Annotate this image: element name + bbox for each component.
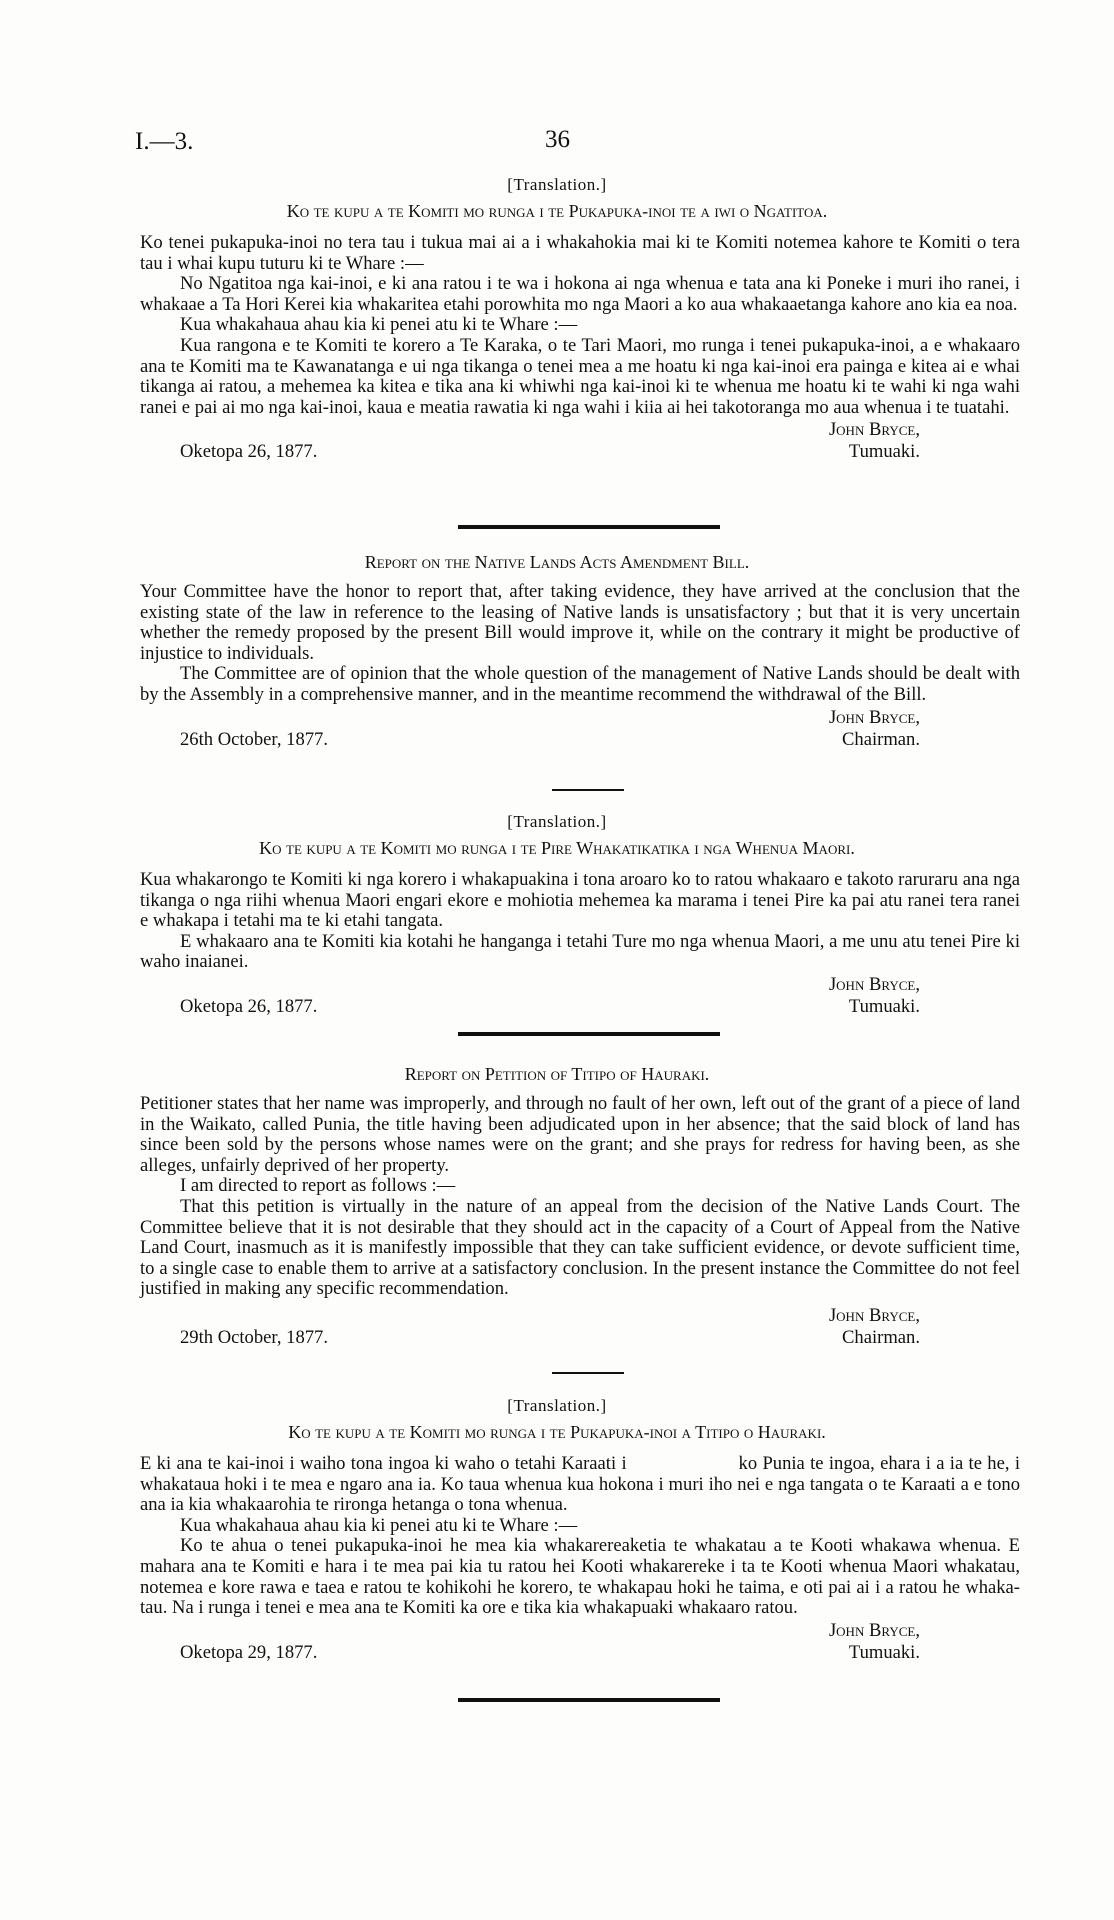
paragraph: That this petition is virtually in the nature of an appeal from the decision of the Native Lands Court. The Committee believe that it is not desirable that they should act in the capacity of a Court of Appeal from the Native Land Court, inasmuch as it is manifestly impossible that they can take sufficient evidence, or devote sufficient time, to a single case to enable them to arrive at a satisfactory conclusion. In the present instance the Committee do not feel justified in making any specific recommendation. xyxy=(140,1195,1020,1300)
signer-title: Chairman. xyxy=(842,1326,920,1348)
signature-block xyxy=(140,1306,1020,1350)
report-date: Oketopa 26, 1877. xyxy=(180,441,318,463)
signer-name: John Bryce, xyxy=(828,419,920,441)
signer-name: John Bryce, xyxy=(828,706,920,728)
signer-title: Tumuaki. xyxy=(848,1641,920,1663)
section-heading: Ko te kupu a te Komiti mo runga i te Pukapuka-inoi te a iwi o Ngatitoa. xyxy=(286,201,828,221)
section-native-lands-report xyxy=(0,552,1114,750)
translation-label: [Translation.] xyxy=(507,1396,607,1415)
signer-title: Tumuaki. xyxy=(848,441,920,463)
paragraph: Ko te ahua o tenei pukapuka-inoi he mea kia whakarereaketia te whakatau a te Kooti whakawa whenua. E mahara ana te Komiti e hara i te mea pai kia tu ratou hei Kooti whakarereke i ta te Kooti whenua Maori whakatau, notemea e kore rawa e taea e ratou te kohikohi he korero, te whakapau hoki he taima, e oti pai ai i a ratou he whaka-tau. Na i runga i tenei e mea ana te Komiti ka ore e tika kia whakapuaki whakaaro ratou. xyxy=(140,1535,1020,1619)
paragraph: Kua whakarongo te Komiti ki nga korero i whakapuakina i tona aroaro ko to ratou whakaaro e takoto raruraru ana nga tikanga o nga riihi whenua Maori engari ekore e mohiotia mehemea ka marama i tenei Pire ka pai atu ranei tera ranei e whakapa i tetahi ma te ki etahi tangata. xyxy=(140,869,1020,932)
section-titipo-translation xyxy=(0,1396,1114,1663)
signer-name: John Bryce, xyxy=(828,973,920,995)
signature-block xyxy=(140,708,1020,752)
section-heading: Report on Petition of Titipo of Hauraki. xyxy=(404,1064,710,1084)
section-heading: Ko te kupu a te Komiti mo runga i te Pukapuka-inoi a Titipo o Hauraki. xyxy=(288,1422,826,1442)
section-ngatitoa-translation xyxy=(0,175,1114,463)
section-titipo-report xyxy=(0,1064,1114,1348)
signer-title: Tumuaki. xyxy=(848,995,920,1017)
paragraph: I am directed to report as follows :— xyxy=(180,1175,456,1197)
section-heading: Ko te kupu a te Komiti mo runga i te Pire Whakatikatika i nga Whenua Maori. xyxy=(259,838,855,858)
signature-block xyxy=(140,1621,1020,1665)
paragraph: E ki ana te kai-inoi i waiho tona ingoa ki waho o tetahi Karaati i ko Punia te ingoa, ehara i a ia te he, i whakataua hoki i te mea e ngaro ana ia. Ko taua whenua kua hokona i muri iho nei e nga tangata o te Karaati a e tono ana ia kia whakaarohia te rironga hetanga o tona whenua. xyxy=(140,1453,1025,1516)
signer-name: John Bryce, xyxy=(828,1304,920,1326)
section-heading: Report on the Native Lands Acts Amendment Bill. xyxy=(364,552,750,572)
section-body xyxy=(140,1453,1025,1665)
paragraph: Petitioner states that her name was improperly, and through no fault of her own, left out of the grant of a piece of land in the Waikato, called Punia, the title having been adjudicated upon in her absence; that the said block of land has since been sold by the persons whose names were on the grant; and she prays for redress for having been, as she alleges, unfairly deprived of her property. xyxy=(140,1093,1020,1176)
paragraph: The Committee are of opinion that the whole question of the management of Native Lands should be dealt with by the Assembly in a comprehensive manner, and in the meantime recommend the withdrawal of the Bill. xyxy=(140,663,1020,705)
paragraph: Kua rangona e te Komiti te korero a Te Karaka, o te Tari Maori, mo runga i tenei pukapuka-inoi, a e whakaaro ana te Komiti ma te Kawanatanga e ui nga tikanga o tenei mea a me hoatu ki nga kai-inoi era painga e kitea ai e whai tikanga ai ratou, a mehemea ka kitea e tika ana ki whiwhi nga kai-inoi ki te whenua me hoatu ki te wahi ki nga wahi ranei e pai ai mo nga kai-inoi, kaua e meatia rawatia ki nga wahi i kiia ai hei takotoranga mo aua whenua i te tuatahi. xyxy=(140,334,1020,418)
signature-block xyxy=(140,420,1020,464)
section-body xyxy=(140,1094,1020,1350)
section-divider xyxy=(458,1698,720,1702)
section-body xyxy=(140,233,1020,464)
paragraph: Your Committee have the honor to report that, after taking evidence, they have arrived at the conclusion that the existing state of the law in reference to the leasing of Native lands is unsatisfactory ; but that it is very uncertain whether the remedy proposed by the present Bill would improve it, while on the contrary it might be productive of injustice to individuals. xyxy=(140,581,1020,664)
section-pire-translation xyxy=(0,812,1114,1017)
report-date: 29th October, 1877. xyxy=(180,1326,328,1348)
paragraph: No Ngatitoa nga kai-inoi, e ki ana ratou i te wa i hokona ai nga whenua e tata ana ki Poneke i muri iho ranei, i whakaae a Ta Hori Kerei kia whakaritea etahi porowhita mo nga Maori a ko aua whakaaetanga kahore ano kia ea noa. xyxy=(140,273,1020,315)
signer-name: John Bryce, xyxy=(828,1619,920,1641)
section-body xyxy=(140,582,1020,752)
section-divider xyxy=(458,1032,720,1036)
page-number: 36 xyxy=(545,126,570,153)
signer-title: Chairman. xyxy=(842,728,920,750)
signature-block xyxy=(140,975,1020,1019)
paragraph: Kua whakahaua ahau kia ki penei atu ki te Whare :— xyxy=(180,314,578,336)
report-date: Oketopa 26, 1877. xyxy=(180,995,318,1017)
section-divider xyxy=(458,525,720,529)
section-divider xyxy=(552,789,624,791)
report-date: 26th October, 1877. xyxy=(180,728,328,750)
paragraph: Ko tenei pukapuka-inoi no tera tau i tukua mai ai a i whakahokia mai ki te Komiti notemea kahore te Komiti o tera tau i whai kupu tuturu ki te Whare :— xyxy=(140,232,1020,274)
report-date: Oketopa 29, 1877. xyxy=(180,1641,318,1663)
translation-label: [Translation.] xyxy=(507,175,607,194)
paragraph: Kua whakahaua ahau kia ki penei atu ki te Whare :— xyxy=(180,1514,578,1536)
translation-label: [Translation.] xyxy=(507,812,607,831)
paper-reference: I.—3. xyxy=(135,128,194,155)
section-divider xyxy=(552,1372,624,1374)
paragraph: E whakaaro ana te Komiti kia kotahi he hanganga i tetahi Ture mo nga whenua Maori, a me unu atu tenei Pire ki waho inaianei. xyxy=(140,930,1020,973)
section-body xyxy=(140,870,1020,1019)
